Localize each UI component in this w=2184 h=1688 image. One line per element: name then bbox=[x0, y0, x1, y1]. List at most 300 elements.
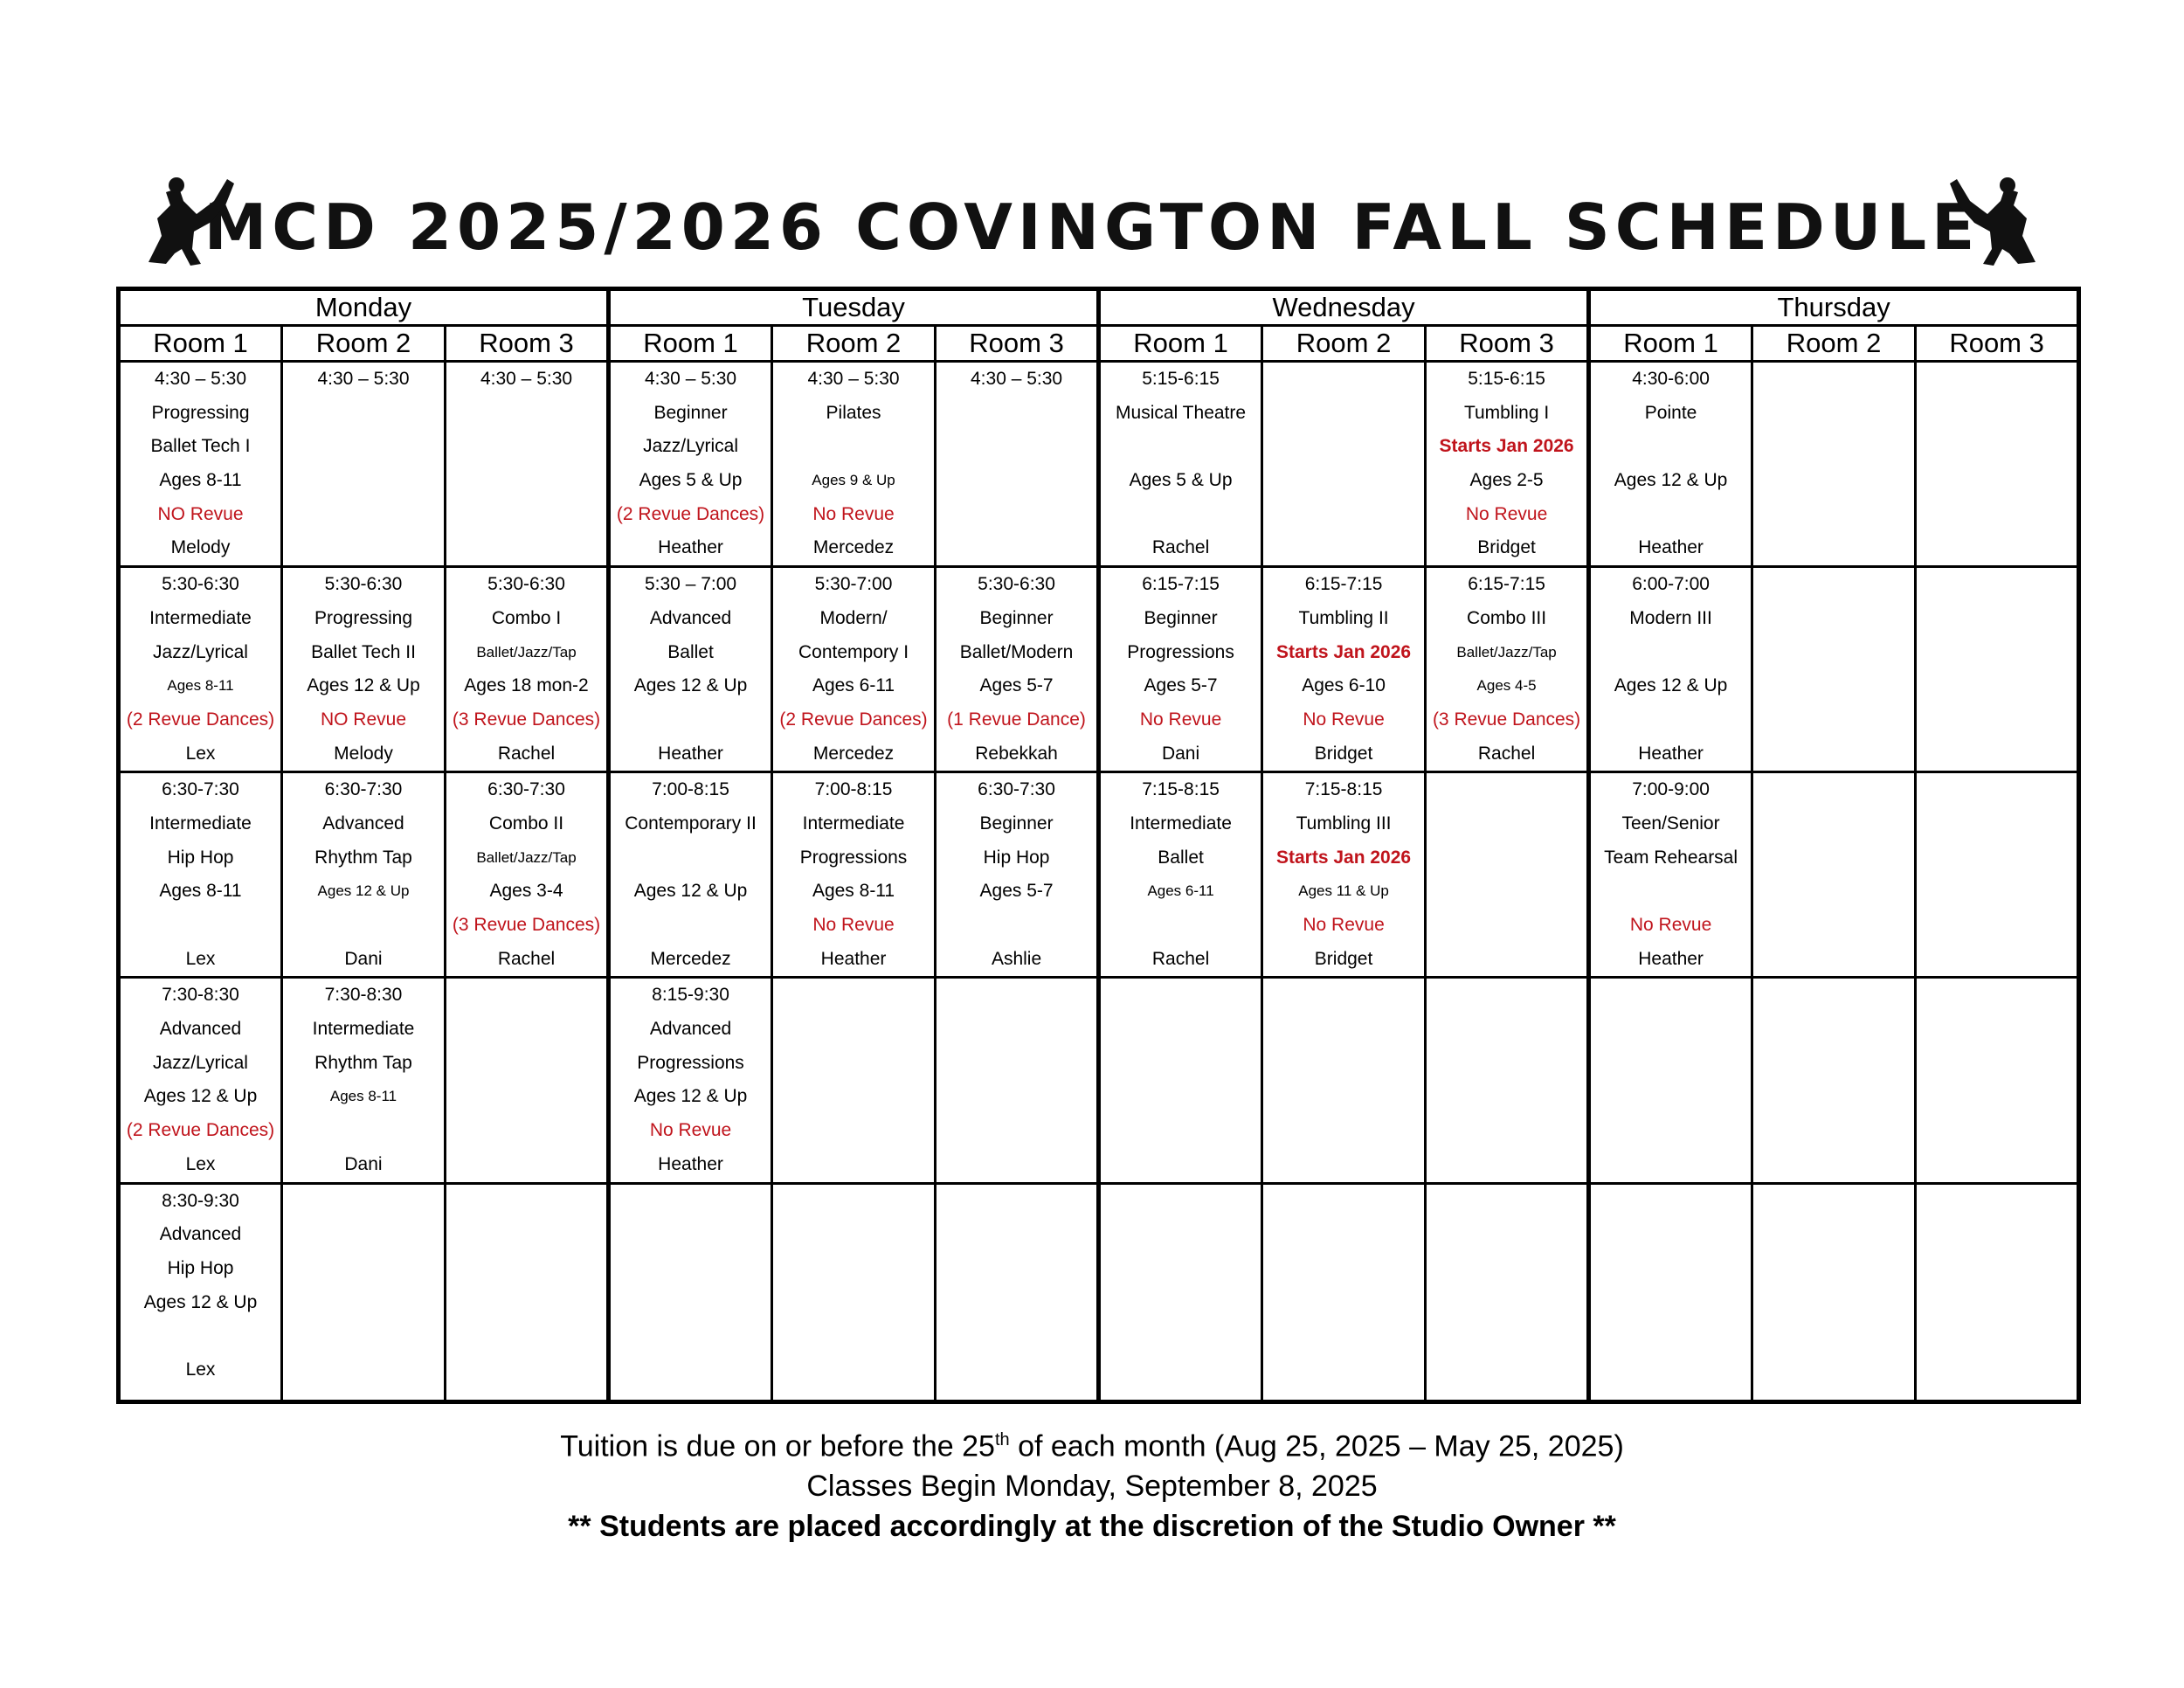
class-time: 4:30-6:00 bbox=[1632, 369, 1710, 389]
class-cell bbox=[772, 567, 936, 772]
class-cell bbox=[772, 772, 936, 978]
class-cell bbox=[1262, 978, 1426, 1183]
class-name: Combo III bbox=[1467, 607, 1547, 628]
class-subtitle bbox=[936, 1047, 1096, 1081]
class-subtitle bbox=[1753, 430, 1914, 464]
class-revue bbox=[936, 1319, 1096, 1353]
day-header-monday: Monday bbox=[119, 289, 609, 326]
class-subtitle bbox=[1917, 1047, 2077, 1081]
class-name: Intermediate bbox=[149, 607, 252, 628]
class-ages: Ages 8-11 bbox=[329, 1088, 397, 1105]
class-ages bbox=[1427, 875, 1586, 909]
class-name: Progressing bbox=[314, 607, 413, 628]
class-instructor bbox=[1753, 737, 1914, 771]
class-time: 5:30-6:30 bbox=[487, 574, 565, 595]
class-instructor bbox=[1101, 1148, 1261, 1182]
class-time bbox=[1263, 979, 1424, 1013]
class-cell bbox=[1099, 1183, 1262, 1401]
class-cell bbox=[1426, 772, 1589, 978]
class-time bbox=[1427, 979, 1586, 1013]
class-ages: Ages 8-11 bbox=[159, 881, 242, 902]
class-instructor bbox=[1917, 1353, 2077, 1387]
class-ages: Ages 11 & Up bbox=[1298, 882, 1389, 900]
class-name bbox=[1591, 1218, 1751, 1252]
class-subtitle bbox=[611, 1252, 771, 1286]
class-time bbox=[1917, 773, 2077, 807]
class-revue bbox=[1427, 909, 1586, 943]
class-ages: Ages 18 mon-2 bbox=[464, 675, 589, 696]
class-instructor: Rachel bbox=[497, 743, 556, 764]
class-ages bbox=[1427, 1286, 1586, 1320]
class-ages: Ages 12 & Up bbox=[633, 675, 748, 696]
class-ages bbox=[283, 464, 444, 498]
room-header: Room 3 bbox=[936, 326, 1099, 362]
class-time: 4:30 – 5:30 bbox=[644, 369, 737, 389]
class-revue: No Revue bbox=[649, 1120, 732, 1141]
class-time bbox=[773, 1185, 934, 1219]
class-name bbox=[1427, 807, 1586, 841]
class-instructor bbox=[1427, 1148, 1586, 1182]
class-subtitle: Hip Hop bbox=[167, 847, 234, 868]
class-subtitle: Ballet/Modern bbox=[959, 641, 1074, 662]
class-name bbox=[1101, 1013, 1261, 1047]
class-ages: Ages 12 & Up bbox=[317, 882, 410, 900]
class-cell bbox=[119, 978, 282, 1183]
room-header: Room 1 bbox=[1589, 326, 1752, 362]
class-name: Teen/Senior bbox=[1621, 813, 1720, 834]
class-instructor bbox=[283, 531, 444, 565]
class-ages: Ages 9 & Up bbox=[812, 472, 895, 489]
class-instructor bbox=[1917, 1148, 2077, 1182]
class-revue bbox=[1263, 498, 1424, 532]
class-instructor: Dani bbox=[1161, 743, 1200, 764]
class-cell bbox=[1589, 362, 1752, 567]
class-cell bbox=[936, 567, 1099, 772]
class-name bbox=[1753, 602, 1914, 636]
class-ages: Ages 8-11 bbox=[812, 881, 895, 902]
class-revue bbox=[1101, 498, 1261, 532]
class-instructor bbox=[936, 531, 1096, 565]
schedule-table bbox=[116, 287, 2081, 1404]
class-cell bbox=[1752, 772, 1916, 978]
class-time: 6:30-7:30 bbox=[324, 779, 403, 800]
class-cell bbox=[1916, 978, 2079, 1183]
class-instructor: Heather bbox=[1638, 948, 1704, 969]
class-cell bbox=[609, 567, 772, 772]
class-cell bbox=[446, 978, 609, 1183]
class-instructor bbox=[1591, 1353, 1751, 1387]
class-subtitle: Ballet/Jazz/Tap bbox=[476, 848, 577, 866]
class-instructor bbox=[1427, 1353, 1586, 1387]
class-time bbox=[1263, 1185, 1424, 1219]
class-time: 5:15-6:15 bbox=[1468, 369, 1545, 389]
class-name bbox=[773, 1218, 934, 1252]
class-subtitle bbox=[1101, 1047, 1261, 1081]
class-name: Intermediate bbox=[802, 813, 905, 834]
class-revue bbox=[936, 498, 1096, 532]
class-time bbox=[1917, 979, 2077, 1013]
class-cell bbox=[282, 978, 446, 1183]
class-time: 4:30 – 5:30 bbox=[807, 369, 900, 389]
class-time: 5:30-7:00 bbox=[814, 574, 893, 595]
class-name bbox=[1917, 602, 2077, 636]
class-ages bbox=[1753, 669, 1914, 703]
class-revue bbox=[1917, 703, 2077, 737]
class-time bbox=[1753, 1185, 1914, 1219]
tuition-note-pre: Tuition is due on or before the 25 bbox=[560, 1429, 995, 1463]
class-time bbox=[1427, 1185, 1586, 1219]
class-ages bbox=[1917, 1080, 2077, 1114]
class-ages bbox=[1753, 1080, 1914, 1114]
class-cell bbox=[1099, 362, 1262, 567]
class-name: Beginner bbox=[979, 813, 1054, 834]
class-cell bbox=[1752, 567, 1916, 772]
class-name bbox=[936, 1013, 1096, 1047]
class-subtitle: Starts Jan 2026 bbox=[1439, 436, 1574, 457]
class-subtitle bbox=[1427, 1252, 1586, 1286]
schedule-row bbox=[119, 567, 2079, 772]
class-revue bbox=[1427, 1114, 1586, 1148]
class-ages bbox=[1591, 875, 1751, 909]
class-instructor bbox=[936, 1353, 1096, 1387]
class-name bbox=[1753, 1013, 1914, 1047]
class-instructor: Dani bbox=[344, 948, 383, 969]
class-time: 5:15-6:15 bbox=[1142, 369, 1220, 389]
class-time bbox=[1753, 773, 1914, 807]
class-name: Pointe bbox=[1644, 402, 1697, 423]
class-revue: (3 Revue Dances) bbox=[1432, 709, 1581, 730]
class-ages bbox=[446, 464, 606, 498]
class-revue bbox=[1753, 1114, 1914, 1148]
footer-notes bbox=[0, 1420, 2184, 1546]
class-cell bbox=[1426, 567, 1589, 772]
class-subtitle bbox=[611, 841, 771, 875]
class-time: 5:30-6:30 bbox=[324, 574, 403, 595]
class-instructor bbox=[446, 1148, 606, 1182]
schedule-row bbox=[119, 978, 2079, 1183]
class-subtitle bbox=[773, 430, 934, 464]
class-ages bbox=[1753, 464, 1914, 498]
class-ages: Ages 6-11 bbox=[1147, 882, 1214, 900]
room-header: Room 3 bbox=[1916, 326, 2079, 362]
class-cell bbox=[1752, 362, 1916, 567]
class-ages: Ages 12 & Up bbox=[307, 675, 420, 696]
class-name bbox=[1101, 1218, 1261, 1252]
day-header-thursday: Thursday bbox=[1589, 289, 2079, 326]
day-header-wednesday: Wednesday bbox=[1099, 289, 1589, 326]
class-cell bbox=[1099, 567, 1262, 772]
class-instructor: Mercedez bbox=[650, 948, 731, 969]
class-subtitle: Jazz/Lyrical bbox=[643, 436, 738, 457]
class-name bbox=[936, 1218, 1096, 1252]
class-time bbox=[446, 979, 606, 1013]
class-subtitle: Progressions bbox=[637, 1052, 744, 1073]
class-ages bbox=[1263, 1286, 1424, 1320]
class-subtitle: Team Rehearsal bbox=[1604, 847, 1738, 868]
class-revue bbox=[1917, 909, 2077, 943]
class-subtitle bbox=[1263, 1252, 1424, 1286]
class-ages: Ages 12 & Up bbox=[143, 1291, 258, 1312]
class-subtitle: Starts Jan 2026 bbox=[1276, 847, 1412, 868]
class-revue bbox=[611, 703, 771, 737]
tuition-note bbox=[0, 1420, 2184, 1466]
class-time: 6:15-7:15 bbox=[1468, 574, 1545, 595]
class-revue: No Revue bbox=[1629, 915, 1712, 935]
class-name bbox=[283, 397, 444, 431]
class-instructor bbox=[1753, 531, 1914, 565]
class-subtitle bbox=[1591, 636, 1751, 670]
class-revue: No Revue bbox=[1303, 709, 1385, 730]
class-name: Musical Theatre bbox=[1116, 402, 1247, 423]
classes-begin-note: Classes Begin Monday, September 8, 2025 bbox=[806, 1470, 1378, 1504]
class-ages bbox=[1263, 1080, 1424, 1114]
class-instructor bbox=[1753, 1353, 1914, 1387]
class-instructor bbox=[1263, 1148, 1424, 1182]
class-name bbox=[1753, 1218, 1914, 1252]
class-revue bbox=[1263, 1114, 1424, 1148]
class-name bbox=[773, 1013, 934, 1047]
class-subtitle: Contempory I bbox=[798, 641, 909, 662]
room-header: Room 2 bbox=[772, 326, 936, 362]
room-header: Room 3 bbox=[446, 326, 609, 362]
class-time: 7:30-8:30 bbox=[324, 985, 403, 1006]
class-instructor bbox=[446, 1353, 606, 1387]
class-name: Modern III bbox=[1629, 607, 1712, 628]
class-cell bbox=[772, 1183, 936, 1401]
class-ages: Ages 4-5 bbox=[1476, 677, 1537, 695]
class-cell bbox=[446, 1183, 609, 1401]
class-cell bbox=[1262, 362, 1426, 567]
class-name bbox=[1917, 1218, 2077, 1252]
class-time bbox=[1591, 979, 1751, 1013]
class-instructor bbox=[773, 1353, 934, 1387]
class-cell bbox=[1589, 1183, 1752, 1401]
class-instructor bbox=[1917, 737, 2077, 771]
tuition-note-post: of each month (Aug 25, 2025 – May 25, 2025) bbox=[1009, 1429, 1624, 1463]
room-header: Room 2 bbox=[1262, 326, 1426, 362]
class-subtitle bbox=[1591, 1252, 1751, 1286]
class-ages bbox=[1427, 1080, 1586, 1114]
dancer-logo-left bbox=[131, 166, 253, 271]
class-ages: Ages 5-7 bbox=[979, 675, 1054, 696]
class-cell bbox=[772, 362, 936, 567]
class-cell bbox=[119, 1183, 282, 1401]
class-name: Contemporary II bbox=[625, 813, 757, 834]
class-subtitle bbox=[1917, 636, 2077, 670]
class-revue bbox=[1753, 1319, 1914, 1353]
class-time: 7:30-8:30 bbox=[162, 985, 239, 1006]
class-revue: NO Revue bbox=[157, 503, 244, 524]
class-ages: Ages 6-10 bbox=[1302, 675, 1386, 696]
class-revue bbox=[446, 1319, 606, 1353]
class-ages: Ages 12 & Up bbox=[1614, 675, 1728, 696]
class-subtitle: Ballet bbox=[667, 641, 714, 662]
class-ages bbox=[611, 1286, 771, 1320]
class-cell bbox=[609, 978, 772, 1183]
class-cell bbox=[1916, 772, 2079, 978]
class-time: 7:00-8:15 bbox=[814, 779, 893, 800]
class-time: 4:30 – 5:30 bbox=[971, 369, 1063, 389]
class-name bbox=[446, 1218, 606, 1252]
class-subtitle: Ballet bbox=[1158, 847, 1204, 868]
class-subtitle: Rhythm Tap bbox=[314, 847, 412, 868]
class-ages bbox=[936, 1080, 1096, 1114]
class-ages bbox=[936, 1286, 1096, 1320]
class-instructor: Bridget bbox=[1477, 537, 1536, 558]
class-instructor: Lex bbox=[185, 948, 216, 969]
class-name bbox=[446, 1013, 606, 1047]
class-ages bbox=[1917, 669, 2077, 703]
class-subtitle bbox=[1753, 1252, 1914, 1286]
class-ages: Ages 3-4 bbox=[489, 881, 563, 902]
class-subtitle bbox=[773, 1047, 934, 1081]
class-subtitle bbox=[1591, 1047, 1751, 1081]
class-revue: No Revue bbox=[1465, 503, 1548, 524]
class-cell bbox=[119, 567, 282, 772]
class-revue bbox=[936, 1114, 1096, 1148]
class-instructor: Ashlie bbox=[991, 948, 1042, 969]
class-cell bbox=[936, 772, 1099, 978]
room-header: Room 3 bbox=[1426, 326, 1589, 362]
schedule-row bbox=[119, 1183, 2079, 1401]
class-time bbox=[773, 979, 934, 1013]
class-revue bbox=[446, 1114, 606, 1148]
class-revue bbox=[773, 1114, 934, 1148]
class-time: 4:30 – 5:30 bbox=[154, 369, 247, 389]
class-instructor: Heather bbox=[1638, 743, 1704, 764]
class-ages: Ages 5 & Up bbox=[639, 470, 743, 491]
class-instructor: Bridget bbox=[1314, 948, 1373, 969]
class-name bbox=[1917, 1013, 2077, 1047]
class-name: Beginner bbox=[653, 402, 728, 423]
room-header: Room 1 bbox=[609, 326, 772, 362]
class-instructor bbox=[1753, 943, 1914, 977]
class-subtitle: Jazz/Lyrical bbox=[153, 641, 248, 662]
class-revue: (3 Revue Dances) bbox=[452, 915, 601, 935]
class-cell bbox=[1916, 1183, 2079, 1401]
class-name: Intermediate bbox=[1130, 813, 1232, 834]
class-name bbox=[283, 1218, 444, 1252]
class-cell bbox=[1752, 1183, 1916, 1401]
class-instructor: Lex bbox=[185, 743, 216, 764]
class-cell bbox=[1426, 1183, 1589, 1401]
class-instructor bbox=[1101, 1353, 1261, 1387]
class-cell bbox=[446, 362, 609, 567]
class-ages bbox=[773, 1286, 934, 1320]
class-instructor bbox=[773, 1148, 934, 1182]
class-name bbox=[1427, 1218, 1586, 1252]
class-subtitle bbox=[446, 1047, 606, 1081]
class-time: 5:30-6:30 bbox=[978, 574, 1055, 595]
class-cell bbox=[609, 1183, 772, 1401]
class-subtitle bbox=[1753, 636, 1914, 670]
class-subtitle: Ballet/Jazz/Tap bbox=[1456, 643, 1557, 661]
class-subtitle bbox=[773, 1252, 934, 1286]
class-subtitle: Progressions bbox=[799, 847, 908, 868]
class-name: Advanced bbox=[649, 607, 732, 628]
class-subtitle bbox=[936, 1252, 1096, 1286]
class-revue bbox=[611, 909, 771, 943]
class-subtitle bbox=[446, 1252, 606, 1286]
class-subtitle bbox=[1427, 1047, 1586, 1081]
class-instructor: Mercedez bbox=[812, 537, 895, 558]
class-instructor: Lex bbox=[185, 1153, 216, 1174]
class-revue bbox=[283, 1114, 444, 1148]
class-revue bbox=[611, 1319, 771, 1353]
class-cell bbox=[936, 1183, 1099, 1401]
class-time: 7:15-8:15 bbox=[1304, 779, 1383, 800]
class-time: 6:30-7:30 bbox=[487, 779, 565, 800]
class-cell bbox=[1262, 772, 1426, 978]
class-cell bbox=[119, 772, 282, 978]
class-time bbox=[1917, 1185, 2077, 1219]
class-instructor: Melody bbox=[170, 537, 231, 558]
class-name bbox=[1591, 1013, 1751, 1047]
class-revue bbox=[1753, 909, 1914, 943]
class-subtitle bbox=[1591, 430, 1751, 464]
class-time bbox=[1591, 1185, 1751, 1219]
class-instructor: Heather bbox=[1638, 537, 1704, 558]
class-time bbox=[936, 1185, 1096, 1219]
class-cell bbox=[1426, 978, 1589, 1183]
class-name bbox=[936, 397, 1096, 431]
class-ages bbox=[1263, 464, 1424, 498]
class-revue bbox=[283, 1319, 444, 1353]
class-time: 7:00-8:15 bbox=[652, 779, 729, 800]
class-instructor: Rachel bbox=[497, 948, 556, 969]
class-time bbox=[446, 1185, 606, 1219]
class-revue: (3 Revue Dances) bbox=[452, 709, 601, 730]
class-revue bbox=[1591, 498, 1751, 532]
class-name: Modern/ bbox=[819, 607, 888, 628]
dancer-logo-right bbox=[1931, 166, 2053, 271]
class-cell bbox=[609, 772, 772, 978]
class-time: 4:30 – 5:30 bbox=[480, 369, 573, 389]
class-name: Advanced bbox=[649, 1019, 732, 1040]
class-ages: Ages 5-7 bbox=[1144, 675, 1218, 696]
class-instructor: Heather bbox=[658, 743, 723, 764]
class-time bbox=[936, 979, 1096, 1013]
class-cell bbox=[119, 362, 282, 567]
class-cell bbox=[1752, 978, 1916, 1183]
class-name bbox=[611, 1218, 771, 1252]
class-subtitle bbox=[1917, 430, 2077, 464]
class-instructor: Rachel bbox=[1151, 537, 1210, 558]
class-instructor: Rebekkah bbox=[975, 743, 1058, 764]
class-subtitle bbox=[1917, 1252, 2077, 1286]
class-name: Combo II bbox=[488, 813, 564, 834]
class-instructor: Heather bbox=[658, 1153, 723, 1174]
class-revue: (2 Revue Dances) bbox=[779, 709, 928, 730]
class-name bbox=[446, 397, 606, 431]
class-revue bbox=[1101, 1114, 1261, 1148]
class-time: 6:15-7:15 bbox=[1142, 574, 1220, 595]
class-ages bbox=[446, 1286, 606, 1320]
class-instructor: Rachel bbox=[1151, 948, 1210, 969]
class-subtitle bbox=[1101, 1252, 1261, 1286]
class-cell bbox=[282, 567, 446, 772]
class-revue: No Revue bbox=[1139, 709, 1222, 730]
class-revue bbox=[1101, 909, 1261, 943]
class-revue bbox=[773, 1319, 934, 1353]
class-revue bbox=[1427, 1319, 1586, 1353]
class-instructor bbox=[1263, 1353, 1424, 1387]
class-instructor: Dani bbox=[344, 1153, 383, 1174]
class-ages bbox=[936, 464, 1096, 498]
class-time bbox=[1753, 979, 1914, 1013]
class-revue: (1 Revue Dance) bbox=[947, 709, 1086, 730]
placement-note: ** Students are placed accordingly at the discretion of the Studio Owner ** bbox=[568, 1510, 1616, 1544]
